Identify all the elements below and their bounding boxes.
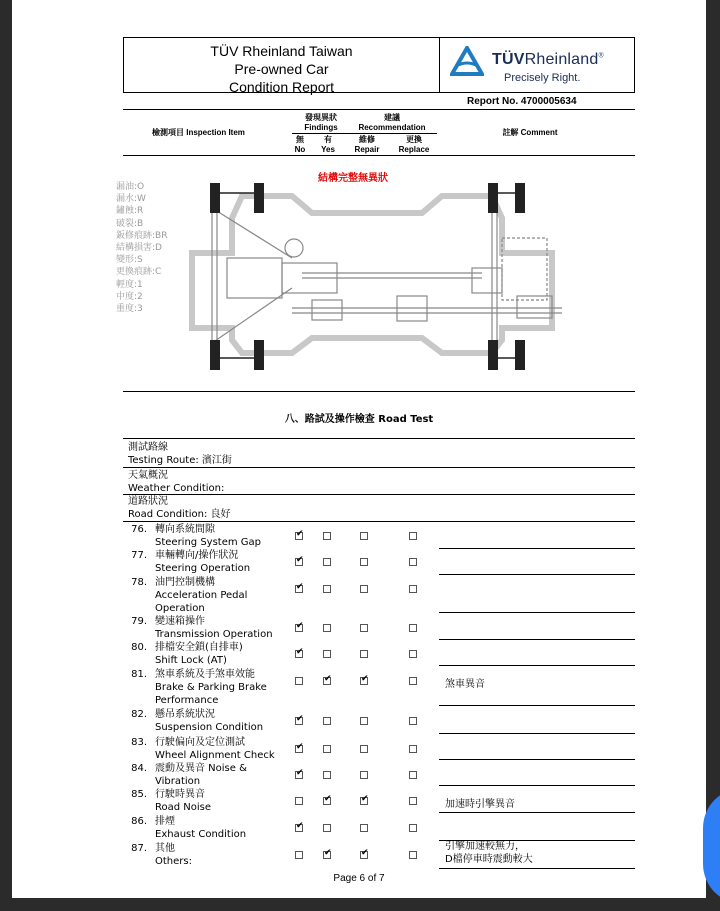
header-divider: [123, 109, 635, 110]
comment-line: [439, 612, 635, 613]
legend-item: 鏽蝕:R: [116, 206, 144, 217]
comment-line: [439, 868, 635, 869]
item-label-line: Vibration: [155, 776, 201, 787]
structure-note: 結構完整無異狀: [318, 173, 388, 184]
road-condition: [128, 495, 231, 521]
item-number: 77.: [131, 550, 147, 561]
checkbox-yes[interactable]: [323, 745, 331, 753]
col-repair-en: Repair: [354, 145, 380, 154]
item-label-line: 變速箱操作: [155, 616, 205, 627]
item-label-line: Steering Operation: [155, 563, 251, 574]
title-line-2: Pre-owned Car: [234, 61, 329, 77]
item-number: 84.: [131, 763, 147, 774]
weather-condition-cn: 天氣概況: [128, 470, 168, 481]
item-label: [155, 736, 295, 762]
item-label-line: Others:: [155, 856, 192, 867]
checkbox-repair[interactable]: [360, 558, 368, 566]
checkbox-repair[interactable]: [360, 650, 368, 658]
checkbox-replace[interactable]: [409, 851, 417, 859]
checkbox-replace[interactable]: [409, 771, 417, 779]
item-label-line: Wheel Alignment Check: [155, 750, 275, 761]
item-number: 82.: [131, 709, 147, 720]
checkbox-replace[interactable]: [409, 797, 417, 805]
checkbox-yes[interactable]: [323, 771, 331, 779]
legend-item: 鈑修痕跡:BR: [116, 230, 168, 241]
col-recommendation-cn: 建議: [384, 113, 400, 122]
checkbox-yes[interactable]: [323, 585, 331, 593]
comment-line: [439, 548, 635, 549]
col-no-en: No: [294, 145, 306, 154]
page-number: Page 6 of 7: [333, 873, 385, 884]
item-label: [155, 815, 295, 841]
checkbox-no[interactable]: [295, 624, 303, 632]
item-label-line: Steering System Gap: [155, 537, 262, 548]
item-comment: 煞車異音: [445, 679, 485, 690]
legend-item: 重度:3: [116, 304, 143, 315]
col-replace-cn: 更換: [406, 135, 422, 144]
item-number: 78.: [131, 577, 147, 588]
item-label-line: 其他: [155, 843, 175, 854]
conditions-top-line: [123, 438, 635, 439]
legend-item: 中度:2: [116, 291, 143, 302]
item-label: [155, 788, 295, 814]
checkbox-replace[interactable]: [409, 717, 417, 725]
item-number: 86.: [131, 816, 147, 827]
checkbox-replace[interactable]: [409, 824, 417, 832]
checkbox-no[interactable]: [295, 797, 303, 805]
item-label-line: 行駛時異音: [155, 789, 205, 800]
item-number: 81.: [131, 669, 147, 680]
col-yes-cn: 有: [324, 135, 332, 144]
checkbox-repair[interactable]: [360, 677, 368, 685]
testing-route-cn: 測試路線: [128, 442, 168, 453]
checkbox-replace[interactable]: [409, 624, 417, 632]
report-title: [124, 38, 440, 95]
col-recommendation-en: Recommendation: [358, 123, 426, 132]
item-comment: 引擎加速較無力，: [445, 841, 525, 852]
item-label-line: Operation: [155, 603, 205, 614]
comment-line: [439, 733, 635, 734]
title-line-1: TÜV Rheinland Taiwan: [210, 43, 353, 59]
item-label-line: 行駛偏向及定位測試: [155, 737, 245, 748]
checkbox-no[interactable]: [295, 771, 303, 779]
item-number: 85.: [131, 789, 147, 800]
checkbox-yes[interactable]: [323, 677, 331, 685]
col-yes-en: Yes: [321, 145, 335, 154]
legend-item: 破裂:B: [116, 218, 144, 229]
checkbox-repair[interactable]: [360, 532, 368, 540]
checkbox-yes[interactable]: [323, 717, 331, 725]
checkbox-no[interactable]: [295, 824, 303, 832]
item-comment: D檔停車時震動較大: [445, 854, 533, 865]
col-inspection-item: 檢測項目 Inspection Item: [152, 128, 245, 137]
item-label-line: 震動及異音 Noise &: [155, 763, 247, 774]
weather-condition: [128, 469, 224, 495]
col-comment: 註解 Comment: [502, 128, 558, 137]
checkbox-replace[interactable]: [409, 677, 417, 685]
road-condition-cn: 道路狀況: [128, 496, 168, 507]
item-label-line: 車輛轉向/操作狀況: [155, 550, 239, 561]
col-subheader-divider: [292, 133, 437, 134]
checkbox-no[interactable]: [295, 717, 303, 725]
comment-line: [439, 812, 635, 813]
checkbox-yes[interactable]: [323, 824, 331, 832]
item-number: 79.: [131, 616, 147, 627]
item-label-line: Acceleration Pedal: [155, 590, 248, 601]
report-header: [123, 37, 635, 93]
legend-item: 更換痕跡:C: [116, 267, 162, 278]
item-number: 87.: [131, 843, 147, 854]
brand-name-bold: TÜV: [492, 51, 525, 68]
conditions-divider: [123, 467, 635, 468]
checkbox-replace[interactable]: [409, 745, 417, 753]
report-number: Report No. 4700005634: [467, 96, 577, 107]
legend-item: 變形:S: [116, 255, 143, 266]
item-label: [155, 762, 295, 788]
item-label-line: 轉向系統間隙: [155, 524, 215, 535]
col-no-cn: 無: [296, 135, 304, 144]
comment-line: [439, 639, 635, 640]
checkbox-no[interactable]: [295, 558, 303, 566]
checkbox-repair[interactable]: [360, 745, 368, 753]
legend-item: 漏水:W: [116, 194, 146, 205]
item-label: [155, 708, 295, 734]
checkbox-repair[interactable]: [360, 717, 368, 725]
checkbox-yes[interactable]: [323, 650, 331, 658]
checkbox-repair[interactable]: [360, 824, 368, 832]
brand-slogan: Precisely Right.: [504, 72, 581, 84]
item-label-line: Performance: [155, 695, 219, 706]
checkbox-repair[interactable]: [360, 851, 368, 859]
item-label-line: 油門控制機構: [155, 577, 215, 588]
brand-logo-area: [440, 38, 634, 92]
item-label-line: 懸吊系統狀況: [155, 709, 215, 720]
comment-line: [439, 785, 635, 786]
col-repair-cn: 維修: [359, 135, 375, 144]
checkbox-no[interactable]: [295, 585, 303, 593]
comment-line: [439, 705, 635, 706]
comment-line: [439, 574, 635, 575]
checkbox-no[interactable]: [295, 745, 303, 753]
checkbox-yes[interactable]: [323, 851, 331, 859]
item-label-line: Brake & Parking Brake: [155, 682, 267, 693]
brand-name-light: Rheinland: [524, 51, 599, 68]
item-label: [155, 641, 295, 667]
comment-line: [439, 665, 635, 666]
checkbox-yes[interactable]: [323, 624, 331, 632]
checkbox-no[interactable]: [295, 851, 303, 859]
tuv-triangle-logo-icon: [450, 46, 484, 78]
item-label-line: Suspension Condition: [155, 722, 264, 733]
diagram-divider: [123, 391, 635, 392]
item-label: [155, 668, 295, 707]
road-test-section-title: 八、路試及操作檢查 Road Test: [284, 414, 434, 425]
report-page: [12, 0, 706, 898]
testing-route: [128, 441, 232, 467]
legend-item: 結構損害:D: [116, 243, 162, 254]
item-label-line: 排檔安全鎖(自排車): [155, 642, 243, 653]
checkbox-replace[interactable]: [409, 532, 417, 540]
road-condition-value: Road Condition: 良好: [128, 509, 231, 520]
item-label-line: Transmission Operation: [155, 629, 273, 640]
item-number: 83.: [131, 737, 147, 748]
legend-item: 漏油:O: [116, 182, 145, 192]
title-line-3: Condition Report: [228, 79, 335, 95]
checkbox-replace[interactable]: [409, 650, 417, 658]
registered-mark: ®: [598, 52, 604, 60]
item-label: [155, 523, 295, 549]
item-label-line: Road Noise: [155, 802, 212, 813]
col-findings-en: Findings: [304, 123, 338, 132]
item-label-line: Shift Lock (AT): [155, 655, 227, 666]
item-label-line: Exhaust Condition: [155, 829, 247, 840]
checkbox-yes[interactable]: [323, 558, 331, 566]
item-comment: 加速時引擎異音: [445, 799, 515, 810]
chassis-diagram-icon: [172, 178, 572, 373]
col-replace-en: Replace: [398, 145, 430, 154]
item-label: [155, 576, 295, 615]
item-label: [155, 842, 295, 868]
col-findings-cn: 發現異狀: [305, 113, 337, 122]
checkbox-repair[interactable]: [360, 585, 368, 593]
testing-route-value: Testing Route: 濱江街: [128, 455, 232, 466]
item-label: [155, 615, 295, 641]
checkbox-repair[interactable]: [360, 624, 368, 632]
item-number: 76.: [131, 524, 147, 535]
checkbox-no[interactable]: [295, 650, 303, 658]
comment-line: [439, 759, 635, 760]
weather-condition-value: Weather Condition:: [128, 483, 225, 494]
checkbox-yes[interactable]: [323, 532, 331, 540]
damage-legend: [116, 181, 167, 315]
item-label-line: 排煙: [155, 816, 175, 827]
brand-name: [492, 51, 604, 69]
checkbox-no[interactable]: [295, 532, 303, 540]
item-label: [155, 549, 295, 575]
checkbox-yes[interactable]: [323, 797, 331, 805]
item-number: 80.: [131, 642, 147, 653]
checkbox-replace[interactable]: [409, 585, 417, 593]
conditions-bottom-line: [123, 521, 635, 522]
checkbox-replace[interactable]: [409, 558, 417, 566]
column-header-divider: [123, 155, 635, 156]
checkbox-repair[interactable]: [360, 771, 368, 779]
checkbox-no[interactable]: [295, 677, 303, 685]
legend-item: 輕度:1: [116, 279, 143, 290]
item-label-line: 煞車系統及手煞車效能: [155, 669, 255, 680]
checkbox-repair[interactable]: [360, 797, 368, 805]
